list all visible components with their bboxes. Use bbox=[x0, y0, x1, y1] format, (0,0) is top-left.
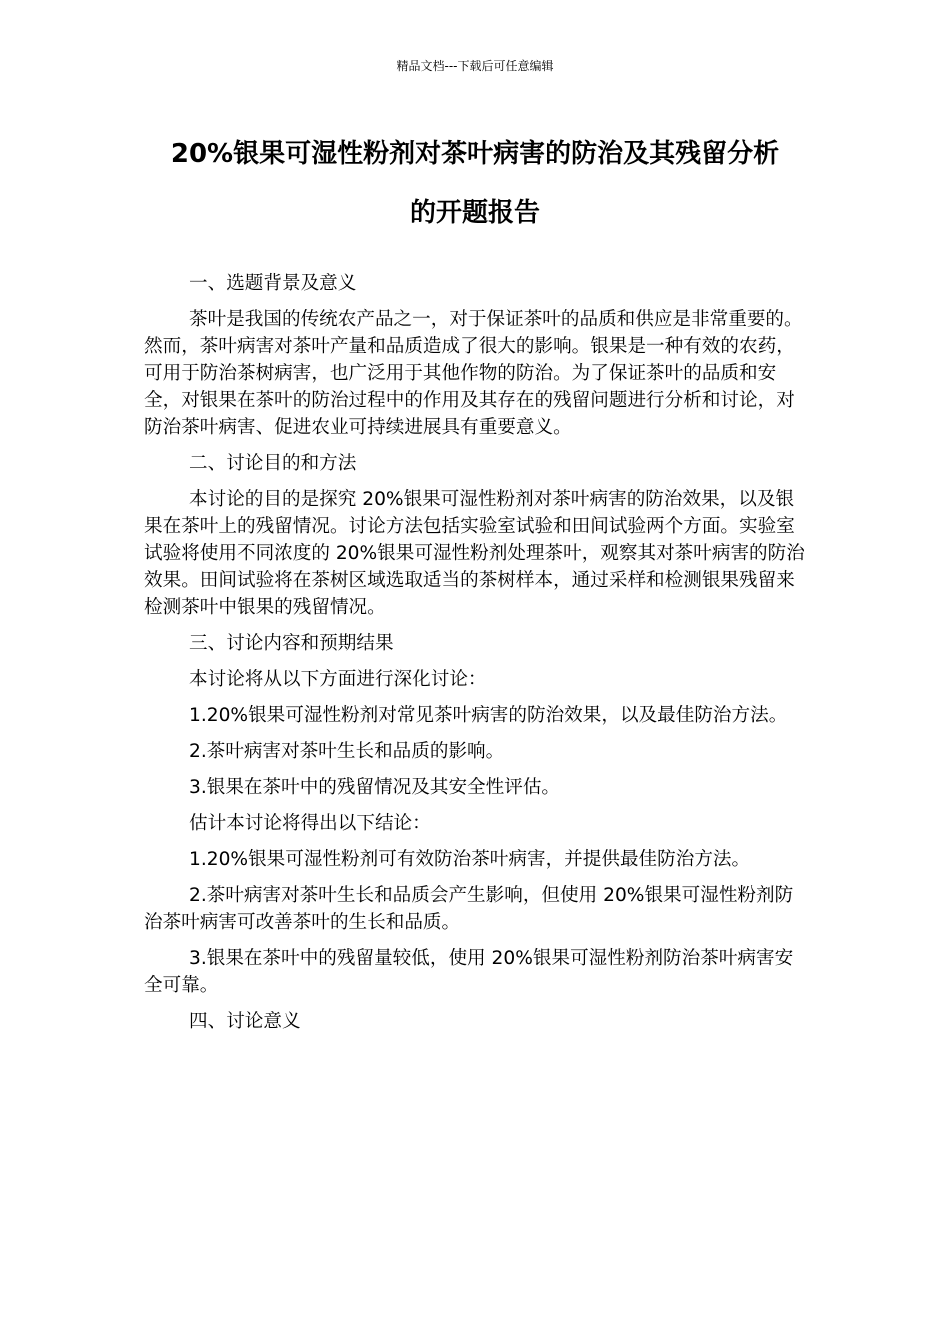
section-1-heading: 一、选题背景及意义 bbox=[189, 273, 357, 294]
conclusion-item: 2.茶叶病害对茶叶生长和品质会产生影响，但使用 20%银果可湿性粉剂防治茶叶病害可改善茶叶的生长和品质。 bbox=[144, 885, 794, 933]
document-title-line-1: 20%银果可湿性粉剂对茶叶病害的防治及其残留分析 bbox=[170, 139, 780, 169]
page-header: 精品文档---下载后可任意编辑 bbox=[396, 59, 554, 73]
section-3-conclusion-intro: 估计本讨论将得出以下结论： bbox=[189, 813, 431, 834]
conclusion-item: 3.银果在茶叶中的残留量较低，使用 20%银果可湿性粉剂防治茶叶病害安全可靠。 bbox=[144, 948, 794, 996]
list-item: 2.茶叶病害对茶叶生长和品质的影响。 bbox=[189, 741, 505, 762]
section-3-heading: 三、讨论内容和预期结果 bbox=[189, 633, 394, 654]
document-body bbox=[144, 270, 809, 1044]
list-item: 3.银果在茶叶中的残留情况及其安全性评估。 bbox=[189, 777, 561, 798]
section-2-heading: 二、讨论目的和方法 bbox=[189, 453, 357, 474]
section-2-paragraph: 本讨论的目的是探究 20%银果可湿性粉剂对茶叶病害的防治效果，以及银果在茶叶上的残留情况。讨论方法包括实验室试验和田间试验两个方面。实验室试验将使用不同浓度的 20%银果可湿性粉剂处理茶叶，观察其对茶叶病害的防治效果。田间试验将在茶树区域选取适当的茶树样本，通过采样和检测银果残留来检测茶叶中银果的残留情况。 bbox=[144, 489, 805, 618]
section-3-intro: 本讨论将从以下方面进行深化讨论： bbox=[189, 669, 487, 690]
document-title-line-2: 的开题报告 bbox=[409, 198, 540, 228]
section-4-heading: 四、讨论意义 bbox=[189, 1011, 301, 1032]
list-item: 1.20%银果可湿性粉剂对常见茶叶病害的防治效果，以及最佳防治方法。 bbox=[189, 705, 788, 726]
section-1-paragraph: 茶叶是我国的传统农产品之一，对于保证茶叶的品质和供应是非常重要的。然而，茶叶病害对茶叶产量和品质造成了很大的影响。银果是一种有效的农药，可用于防治茶树病害，也广泛用于其他作物的防治。为了保证茶叶的品质和安全，对银果在茶叶的防治过程中的作用及其存在的残留问题进行分析和讨论，对防治茶叶病害、促进农业可持续进展具有重要意义。 bbox=[144, 309, 803, 438]
conclusion-item: 1.20%银果可湿性粉剂可有效防治茶叶病害，并提供最佳防治方法。 bbox=[189, 849, 751, 870]
